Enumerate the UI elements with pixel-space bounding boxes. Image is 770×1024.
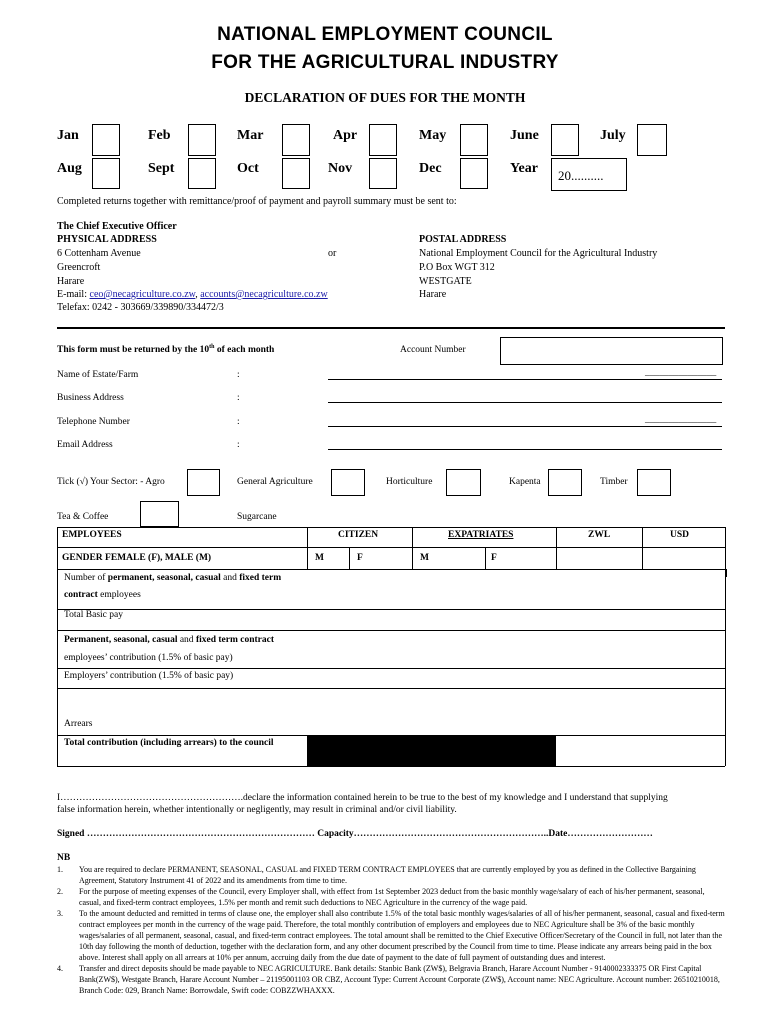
month-checkbox-apr[interactable] — [369, 124, 397, 156]
sector-tick-label: Tick (√) Your Sector: - Agro — [57, 477, 165, 487]
sector-checkbox-timber[interactable] — [637, 469, 671, 496]
sector-label-timber: Timber — [600, 477, 628, 487]
business-address-input[interactable] — [328, 402, 722, 403]
nb-item: 4. Transfer and direct deposits should be made payable to NEC AGRICULTURE. Bank details: Stanbic Bank (ZW$), Belgravia Branch, Harare Account Number - 9140002333375 OR First Capital Bank(ZW$), Westgate Branch, Harare Account Number – 21195001103 OR CBZ, Account Type: Current Account Corporate (ZW$), Account name: NEC Agriculture. Account number: 26510210018, Branch Code: 029, Branch Name: Borrowdale, Swift code: COBZZWHAXXX. — [57, 964, 720, 995]
sector-checkbox-kapenta[interactable] — [548, 469, 582, 496]
postal-address-line3: WESTGATE — [419, 276, 472, 287]
row-number-employees-cont: contract employees — [64, 590, 141, 600]
signature-line[interactable]: Signed ……………………………………………………………… Capacity……………………………………………………..Date……………………… — [57, 829, 653, 839]
ceo-email-link[interactable]: ceo@necagriculture.co.zw — [89, 289, 196, 300]
nb-title: NB — [57, 853, 71, 863]
month-label-year: Year — [510, 161, 538, 176]
table-line — [556, 527, 557, 569]
table-line — [57, 609, 725, 610]
table-line — [57, 668, 725, 669]
month-label-oct: Oct — [237, 161, 259, 176]
month-checkbox-june[interactable] — [551, 124, 579, 156]
month-checkbox-oct[interactable] — [282, 158, 310, 189]
business-address-label: Business Address — [57, 393, 124, 403]
month-label-nov: Nov — [328, 161, 353, 176]
estate-placeholder: _______________ — [645, 368, 717, 378]
email-address-label: Email Address — [57, 440, 113, 450]
form-subtitle: DECLARATION OF DUES FOR THE MONTH — [244, 90, 526, 105]
telephone-input[interactable] — [328, 426, 722, 427]
table-line — [349, 547, 350, 569]
table-line — [485, 547, 486, 569]
month-checkbox-dec[interactable] — [460, 158, 488, 189]
sector-label-general: General Agriculture — [237, 477, 313, 487]
postal-address-line2: P.O Box WGT 312 — [419, 262, 495, 273]
row-total-basic-pay: Total Basic pay — [64, 610, 123, 620]
table-line — [725, 527, 726, 766]
nb-item: 2. For the purpose of meeting expenses of the Council, every Employer shall, with effect from 1st September 2023 deduct from the basic monthly wage/salary of each of his/her permanent, seasonal, casual, and fixed-term contract employees, 1.5% per month and remit such deductions to NEC Agriculture in the currency of the wage paid. — [57, 887, 705, 907]
nb-item: 3. To the amount deducted and remitted in terms of clause one, the employer shall also contribute 1.5% of the total basic monthly wages/salaries of all of his/her permanent, seasonal, casual and fixed-term contract employees per month in the currency of the wage paid. Therefore, the total monthly contribution of employers and employees due to NEC Agriculture shall be 3% of the basic monthly wages/salaries of all permanent, seasonal, casual, and fixed-term contract employees. The total amount shall be remitted to the Chief Executive Officer/Secretary of the Council in full, not later than the 10th day following the month of deduction, together with the declaration form, and any other document prescribed by the Council from time to time. Please indicate any arrears being paid in the box above. Interest shall apply on all arrears at 10% per annum, accruing daily from the due date of payment to the date of full payment of outstanding dues and interest. — [57, 909, 725, 962]
postal-address-line4: Harare — [419, 289, 447, 300]
nb-item: 1. You are required to declare PERMANENT, SEASONAL, CASUAL and FIXED TERM CONTRACT EMPLOYEES that are currently employed by you as defined in the Collective Bargaining Agreement, Statutory Instrument 41 of 2022 and its amendments from time to time. — [57, 865, 696, 885]
nb-list — [57, 864, 725, 996]
returns-note: Completed returns together with remittance/proof of payment and payroll summary must be sent to: — [57, 196, 457, 207]
council-title-line1: NATIONAL EMPLOYMENT COUNCIL — [217, 24, 553, 45]
telephone-colon: : — [237, 417, 240, 427]
declaration-line1: I………………………………………………….declare the information contained herein to be true to the best of my knowledge and I understand that supplying — [57, 793, 668, 803]
row-arrears: Arrears — [64, 719, 93, 729]
estate-input[interactable] — [328, 379, 722, 380]
sector-label-kapenta: Kapenta — [509, 477, 541, 487]
row-number-employees: Number of permanent, seasonal, casual and fixed term — [64, 573, 282, 583]
month-checkbox-july[interactable] — [637, 124, 667, 156]
month-label-dec: Dec — [419, 161, 442, 176]
section-divider — [57, 327, 725, 329]
citizen-male-header: M — [315, 553, 324, 563]
declaration-line2: false information herein, whether intentionally or negligently, may result in criminal and/or civil liability. — [57, 805, 457, 815]
physical-address-line3: Harare — [57, 276, 85, 287]
account-number-label: Account Number — [400, 345, 466, 355]
table-line — [57, 766, 725, 767]
table-line — [412, 527, 413, 569]
month-label-june: June — [510, 128, 539, 143]
year-field[interactable] — [551, 158, 627, 191]
telephone-label: Telephone Number — [57, 417, 130, 427]
table-header-citizen: CITIZEN — [338, 530, 379, 540]
month-label-july: July — [600, 128, 626, 143]
month-checkbox-feb[interactable] — [188, 124, 216, 156]
physical-address-heading: PHYSICAL ADDRESS — [57, 234, 157, 245]
table-line — [57, 527, 58, 766]
email-separator: , — [195, 289, 198, 300]
table-line — [57, 688, 725, 689]
month-label-sept: Sept — [148, 161, 175, 176]
expat-female-header: F — [491, 553, 497, 563]
month-checkbox-aug[interactable] — [92, 158, 120, 189]
sector-label-horticulture: Horticulture — [386, 477, 433, 487]
ceo-label: The Chief Executive Officer — [57, 221, 177, 232]
estate-label: Name of Estate/Farm — [57, 370, 139, 380]
month-checkbox-jan[interactable] — [92, 124, 120, 156]
month-label-feb: Feb — [148, 128, 171, 143]
month-checkbox-mar[interactable] — [282, 124, 310, 156]
accounts-email-link[interactable]: accounts@necagriculture.co.zw — [200, 289, 328, 300]
estate-colon: : — [237, 370, 240, 380]
table-header-usd: USD — [670, 530, 690, 540]
sector-checkbox-agro[interactable] — [187, 469, 220, 496]
table-header-employees: EMPLOYEES — [62, 530, 122, 540]
month-label-apr: Apr — [333, 128, 358, 143]
table-line — [642, 527, 643, 569]
table-line — [57, 547, 725, 548]
council-title-line2: FOR THE AGRICULTURAL INDUSTRY — [211, 52, 559, 73]
sector-label-sugarcane: Sugarcane — [237, 512, 277, 522]
total-row-shaded-cells — [307, 736, 556, 766]
month-checkbox-may[interactable] — [460, 124, 488, 156]
table-line — [57, 527, 725, 528]
account-number-input[interactable] — [500, 337, 723, 365]
table-gender-label: GENDER FEMALE (F), MALE (M) — [62, 553, 212, 563]
business-address-colon: : — [237, 393, 240, 403]
table-header-expatriates: EXPATRIATES — [448, 530, 514, 540]
email-address-colon: : — [237, 440, 240, 450]
month-checkbox-nov[interactable] — [369, 158, 397, 189]
row-total-contribution: Total contribution (including arrears) to the council — [64, 738, 274, 748]
email-prefix: E-mail: — [57, 289, 87, 300]
or-label: or — [328, 248, 337, 259]
month-label-may: May — [419, 128, 447, 143]
year-value: 20.......... — [558, 168, 604, 183]
table-line — [57, 569, 725, 570]
physical-address-line2: Greencroft — [57, 262, 101, 273]
row-employer-contribution: Employers’ contribution (1.5% of basic pay) — [64, 671, 234, 681]
row-employee-contribution: Permanent, seasonal, casual and fixed term contract — [64, 635, 275, 645]
physical-address-line1: 6 Cottenham Avenue — [57, 248, 141, 259]
sector-checkbox-tea[interactable] — [140, 501, 179, 527]
return-deadline-note: This form must be returned by the 10th of each month — [57, 344, 275, 356]
month-label-jan: Jan — [57, 128, 79, 143]
telefax: Telefax: 0242 - 303669/339890/334472/3 — [57, 302, 224, 313]
email-address-input[interactable] — [328, 449, 722, 450]
citizen-female-header: F — [357, 553, 363, 563]
table-line — [307, 527, 308, 569]
sector-label-tea: Tea & Coffee — [57, 512, 109, 522]
month-checkbox-sept[interactable] — [188, 158, 216, 189]
table-header-zwl: ZWL — [588, 530, 611, 540]
email-line — [57, 289, 328, 300]
table-line — [725, 569, 727, 577]
postal-address-line1: National Employment Council for the Agricultural Industry — [419, 248, 658, 259]
expat-male-header: M — [420, 553, 429, 563]
row-employee-contribution-cont: employees’ contribution (1.5% of basic pay) — [64, 653, 233, 663]
month-label-aug: Aug — [57, 161, 82, 176]
postal-address-heading: POSTAL ADDRESS — [419, 234, 507, 245]
month-label-mar: Mar — [237, 128, 264, 143]
sector-checkbox-general[interactable] — [331, 469, 365, 496]
sector-checkbox-horticulture[interactable] — [446, 469, 481, 496]
table-line — [57, 630, 725, 631]
telephone-placeholder: _______________ — [645, 415, 717, 425]
